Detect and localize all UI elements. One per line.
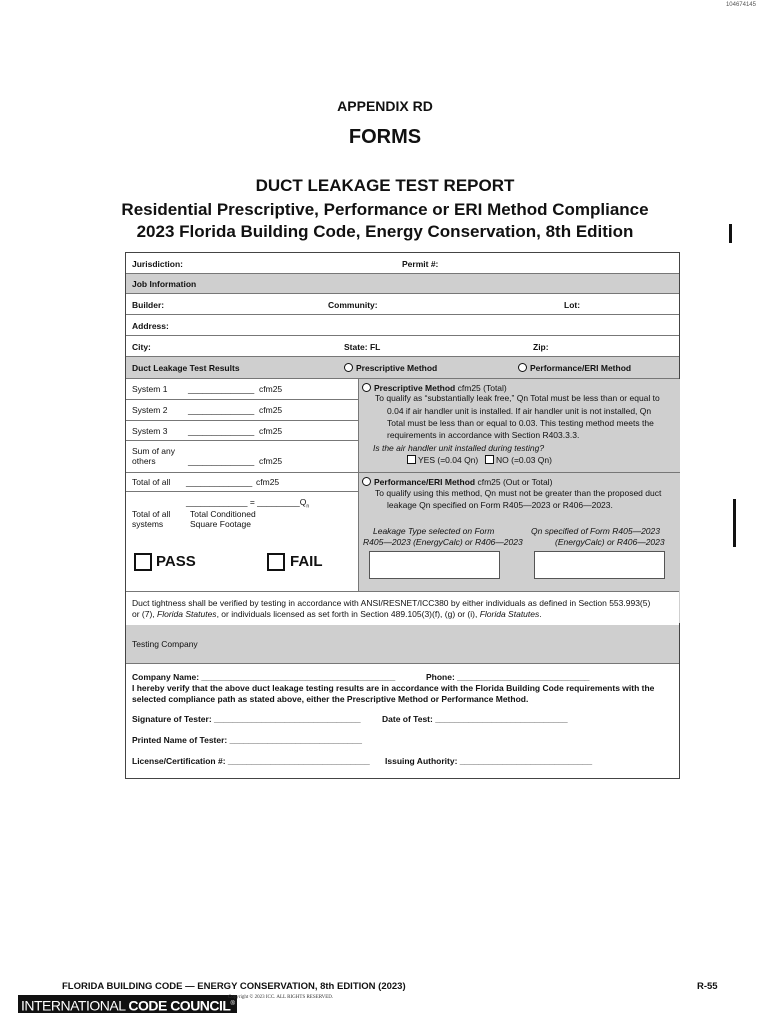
logo-text-bold: CODE COUNCIL [128,997,231,1014]
performance-text-line: To qualify using this method, Qn must not be greater than the proposed duct [375,488,662,498]
prescriptive-text-line: 0.04 if air handler unit is installed. If air handler unit is not installed, Qn [387,406,652,416]
radio-icon [344,363,353,372]
testing-company-label: Testing Company [132,639,198,649]
leakage-type-label: R405—2023 (EnergyCalc) or R406—2023 [363,537,523,547]
footer-title: FLORIDA BUILDING CODE — ENERGY CONSERVATION, 8th EDITION (2023) [62,981,406,992]
system-2-row [126,400,358,421]
jurisdiction-label: Jurisdiction: [132,259,184,269]
system-3-label: System 3 [132,426,168,436]
city-row [126,336,679,357]
community-label: Community: [328,300,378,310]
verification-text: or (7), [132,609,158,619]
revision-bar [733,499,736,547]
state-label: State: FL [344,342,381,352]
ratio-line [186,497,309,510]
qn-specified-label: Qn specified of Form R405—2023 [531,526,660,536]
total-unit: cfm25 [256,477,280,487]
verification-line-1: Duct tightness shall be verified by testing in accordance with ANSI/RESNET/ICC380 by either individuals as defined in Section 553.993(5) [132,598,651,608]
sum-unit: cfm25 [259,456,283,466]
prescriptive-heading [362,383,507,393]
system-3-unit: cfm25 [259,426,283,436]
date-of-test-field[interactable]: Date of Test: ____________________________ [382,714,568,724]
sum-others-row [126,441,358,473]
yes-option[interactable] [407,455,478,465]
issuing-authority-field[interactable]: Issuing Authority: ____________________________ [385,756,593,766]
systems-label: systems [132,519,164,529]
prescriptive-text-line: Total must be less than or equal to 0.03. This testing method meets the [387,418,654,428]
results-label: Duct Leakage Test Results [132,363,240,373]
qn-specified-input[interactable] [534,551,665,579]
signature-field[interactable]: Signature of Tester: _______________________________ [132,714,361,724]
builder-label: Builder: [132,300,165,310]
page-number: R-55 [697,981,718,992]
registered-mark: ® [230,1001,235,1007]
checkbox-icon [485,455,494,464]
certification-statement: selected compliance path as stated above, either the Prescriptive Method or Performance Method. [132,694,529,704]
license-field[interactable]: License/Certification #: ______________________________ [132,756,370,766]
total-all-label: Total of all [132,477,171,487]
performance-heading-rest: cfm25 (Out or Total) [477,477,553,487]
leakage-type-label: Leakage Type selected on Form [373,526,495,536]
prescriptive-heading-rest: cfm25 (Total) [457,383,507,393]
testing-company-row [126,625,679,664]
system-2-blank[interactable]: ______________ [188,405,255,415]
results-header-row [126,357,679,379]
system-2-label: System 2 [132,405,168,415]
pass-checkbox[interactable] [134,553,152,571]
method-panel [358,379,680,623]
address-row [126,315,679,336]
forms-heading: FORMS [348,126,422,148]
total-all-systems-label: Total of all [132,509,171,519]
report-subtitle: Residential Prescriptive, Performance or ERI Method Compliance [121,200,649,219]
sum-blank[interactable]: ______________ [188,456,255,466]
certification-statement: I hereby verify that the above duct leakage testing results are in accordance with the Florida Building Code requirements with the [132,683,655,693]
verification-row [126,591,679,626]
performance-heading-bold: Performance/ERI Method [374,477,476,487]
system-1-unit: cfm25 [259,384,283,394]
verification-text: . [539,609,542,619]
fail-checkbox[interactable] [267,553,285,571]
prescriptive-text-line: To qualify as “substantially leak free,” Qn Total must be less than or equal to [375,393,660,403]
report-title: DUCT LEAKAGE TEST REPORT [255,176,515,195]
icc-logo [18,995,237,1013]
performance-method-option[interactable] [518,363,631,373]
square-footage-label: Square Footage [190,519,251,529]
revision-bar [729,224,732,243]
job-info-row [126,274,679,294]
jurisdiction-row [126,253,679,274]
performance-heading [362,477,552,487]
others-label: others [132,456,156,466]
pass-label: PASS [156,553,196,570]
leakage-type-input[interactable] [369,551,500,579]
verification-statute: Florida Statutes [157,609,217,619]
logo-text: INTERNATIONAL [21,997,129,1014]
prescriptive-method-label: Prescriptive Method [356,363,438,373]
performance-method-label: Performance/ERI Method [530,363,632,373]
permit-label: Permit #: [402,259,439,269]
fail-label: FAIL [290,553,323,570]
sum-any-label: Sum of any [132,446,175,456]
no-option[interactable] [485,455,552,465]
radio-icon[interactable] [362,383,371,392]
lot-label: Lot: [564,300,581,310]
company-name-field[interactable]: Company Name: _________________________________________ [132,672,396,682]
checkbox-icon [407,455,416,464]
copyright-notice: Copyright © 2023 ICC. ALL RIGHTS RESERVED. [228,995,334,1000]
system-1-row [126,379,358,400]
duct-leakage-form [125,252,680,779]
panel-divider [359,472,680,473]
radio-icon[interactable] [362,477,371,486]
prescriptive-heading-bold: Prescriptive Method [374,383,456,393]
ratio-text: _____________ = _________Q [186,497,307,507]
city-label: City: [132,342,151,352]
verification-text: , or individuals licensed as set forth in Section 489.105(3)(f), (g) or (i), [216,609,480,619]
address-label: Address: [132,321,169,331]
yes-label: YES (=0.04 Qn) [418,455,479,465]
total-blank[interactable]: ______________ [186,477,253,487]
total-conditioned-label: Total Conditioned [190,509,256,519]
printed-name-field[interactable]: Printed Name of Tester: ____________________________ [132,735,362,745]
zip-label: Zip: [533,342,549,352]
prescriptive-method-option[interactable] [344,363,437,373]
system-1-label: System 1 [132,384,168,394]
appendix-heading: APPENDIX RD [337,98,433,114]
radio-icon [518,363,527,372]
total-all-row [126,473,358,492]
phone-field[interactable]: Phone: ____________________________ [426,672,590,682]
document-number: 104674145 [725,2,756,8]
job-info-label: Job Information [132,279,197,289]
performance-text-line: leakage Qn specified on Form R405—2023 or R406—2023. [387,500,613,510]
system-3-blank[interactable]: ______________ [188,426,255,436]
verification-statute: Florida Statutes [479,609,540,619]
no-label: NO (=0.03 Qn) [496,455,552,465]
ahu-question: Is the air handler unit installed during testing? [373,443,545,453]
system-1-blank[interactable]: ______________ [188,384,255,394]
prescriptive-text-line: requirements in accordance with Section R403.3.3. [387,430,580,440]
qn-specified-label: (EnergyCalc) or R406—2023 [555,537,665,547]
system-3-row [126,421,358,441]
report-code-edition: 2023 Florida Building Code, Energy Conservation, 8th Edition [136,222,634,241]
system-2-unit: cfm25 [259,405,283,415]
verification-line-2 [132,609,542,619]
builder-row [126,294,679,315]
ratio-subscript: n [306,503,310,510]
